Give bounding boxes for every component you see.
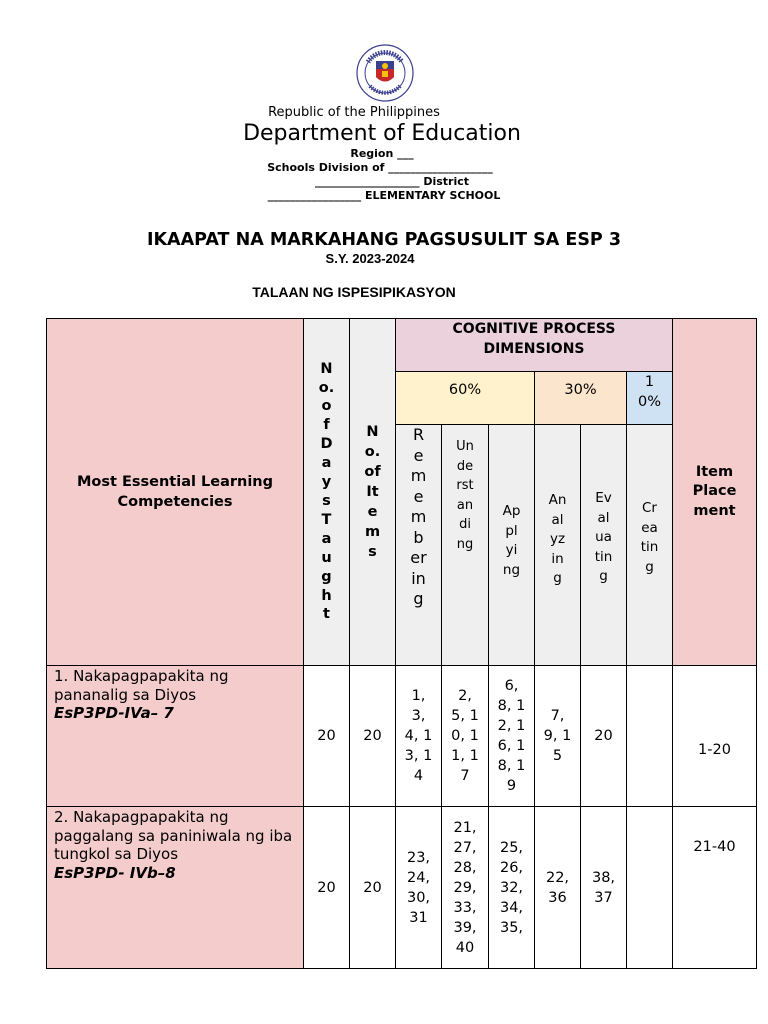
table-row xyxy=(47,807,757,969)
understanding-cell: 2, 5, 10, 11, 17 xyxy=(442,666,489,807)
days-cell: 20 xyxy=(304,666,350,807)
department-title: Department of Education xyxy=(243,121,521,146)
pct-10-header: 10% xyxy=(627,372,673,425)
division-line: Schools Division of ___________________ xyxy=(267,161,493,174)
evaluating-header: Evaluating xyxy=(581,425,627,666)
analyzing-cell: 22, 36 xyxy=(535,807,581,969)
evaluating-cell: 20 xyxy=(581,666,627,807)
item-placement-header: Item Placement xyxy=(673,319,757,666)
days-taught-header: No. of Days Taught xyxy=(304,319,350,666)
republic-label: Republic of the Philippines xyxy=(268,105,440,120)
school-line: _________________ ELEMENTARY SCHOOL xyxy=(267,189,501,202)
placement-cell: 1-20 xyxy=(673,666,757,807)
creating-header: Creating xyxy=(627,425,673,666)
competency-text: 1. Nakapagpapakita ng pananalig sa Diyos xyxy=(54,667,229,704)
remembering-cell: 23, 24, 30, 31 xyxy=(396,807,442,969)
creating-cell xyxy=(627,807,673,969)
pct-60-header: 60% xyxy=(396,372,535,425)
competency-text: 2. Nakapagpapakita ng paggalang sa paniniwala ng iba tungkol sa Diyos xyxy=(54,808,293,863)
days-cell: 20 xyxy=(304,807,350,969)
table-title: TALAAN NG ISPESIPIKASYON xyxy=(252,284,456,300)
items-cell: 20 xyxy=(350,666,396,807)
district-line: ___________________ District xyxy=(314,175,469,188)
evaluating-cell: 38, 37 xyxy=(581,807,627,969)
mel-header: Most Essential Learning Competencies xyxy=(47,319,304,666)
understanding-cell: 21, 27, 28, 29, 33, 39, 40 xyxy=(442,807,489,969)
exam-title: IKAAPAT NA MARKAHANG PAGSUSULIT SA ESP 3 xyxy=(146,230,622,250)
placement-cell: 21-40 xyxy=(673,807,757,969)
region-line: Region ___ xyxy=(350,147,414,160)
understanding-header: Understanding xyxy=(442,425,489,666)
competency-code: EsP3PD- IVb–8 xyxy=(54,863,176,882)
number-of-items-header: No. of Items xyxy=(350,319,396,666)
competency-cell xyxy=(47,807,304,969)
applying-cell: 25, 26, 32, 34, 35, xyxy=(489,807,535,969)
applying-header: Applying xyxy=(489,425,535,666)
analyzing-header: Analyzing xyxy=(535,425,581,666)
table-row xyxy=(47,666,757,807)
pct-30-header: 30% xyxy=(535,372,627,425)
remembering-header: Remembering xyxy=(396,425,442,666)
deped-seal-icon xyxy=(356,44,414,102)
competency-cell xyxy=(47,666,304,807)
items-cell: 20 xyxy=(350,807,396,969)
specification-table xyxy=(46,318,757,969)
competency-code: EsP3PD-IVa– 7 xyxy=(54,704,174,722)
school-year: S.Y. 2023-2024 xyxy=(325,251,415,266)
applying-cell: 6, 8, 12, 16, 18, 19 xyxy=(489,666,535,807)
creating-cell xyxy=(627,666,673,807)
remembering-cell: 1, 3, 4, 13, 14 xyxy=(396,666,442,807)
analyzing-cell: 7, 9, 15 xyxy=(535,666,581,807)
cognitive-dimensions-header: COGNITIVE PROCESS DIMENSIONS xyxy=(396,319,673,372)
